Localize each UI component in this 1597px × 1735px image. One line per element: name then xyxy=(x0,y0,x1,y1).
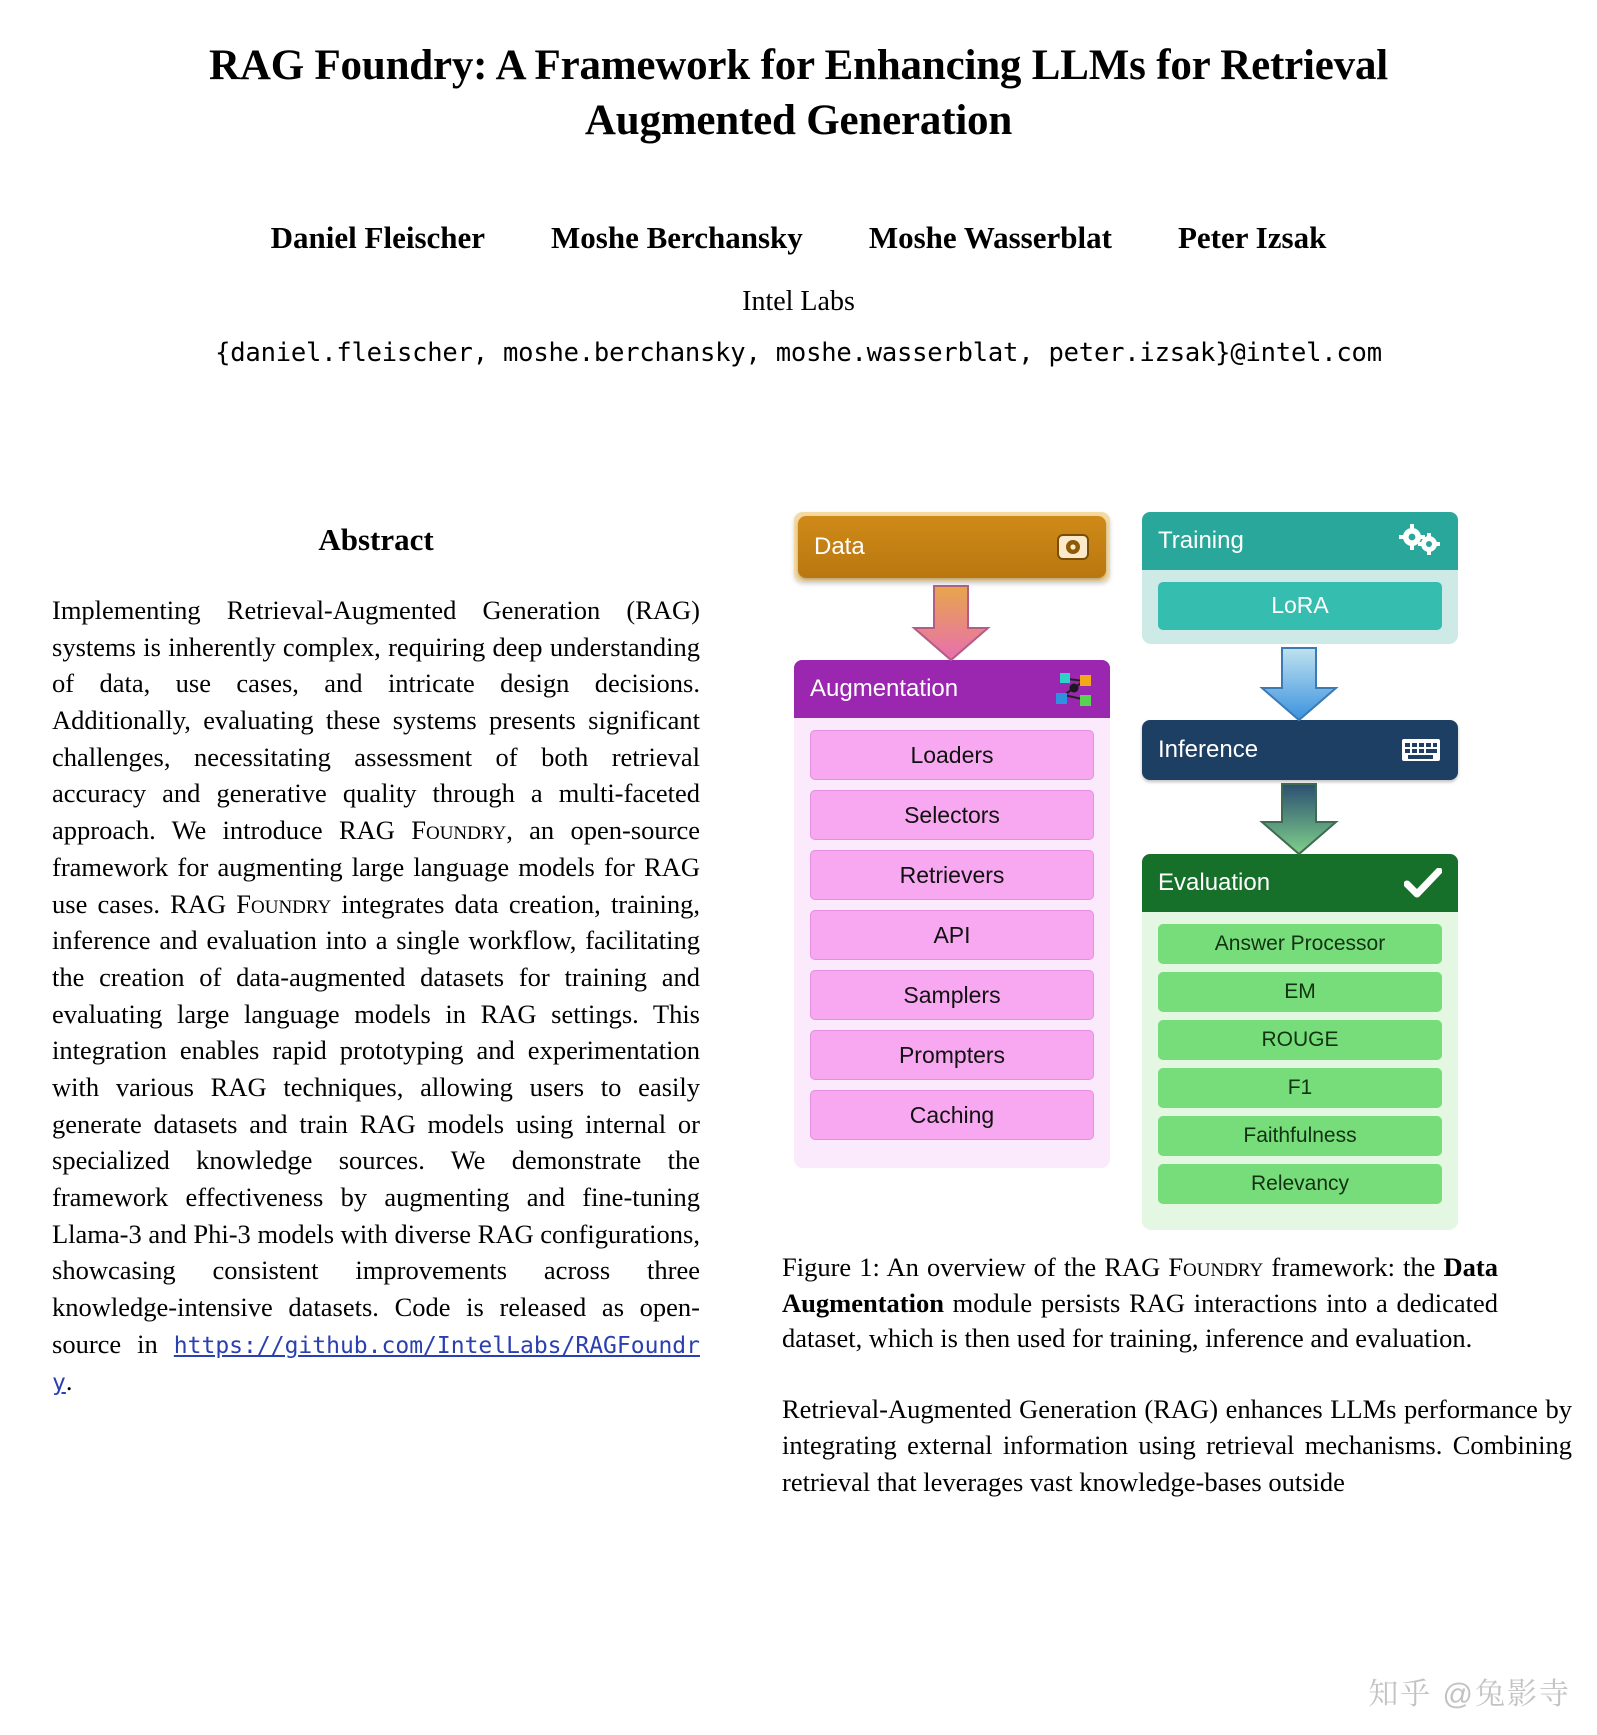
augmentation-item[interactable]: Selectors xyxy=(810,790,1094,840)
smallcaps-foundry: Foundry xyxy=(411,815,507,846)
database-icon xyxy=(1056,531,1090,563)
affiliation: Intel Labs xyxy=(742,286,855,318)
figure-1 xyxy=(782,512,1498,1357)
figure-caption-part-1: An overview of the RAG xyxy=(879,1252,1169,1282)
right-column xyxy=(782,508,1572,1501)
figure-diagram xyxy=(782,512,1498,1232)
abstract-heading: Abstract xyxy=(318,522,434,557)
augmentation-item[interactable]: Samplers xyxy=(810,970,1094,1020)
evaluation-block-header xyxy=(1142,854,1458,912)
data-block-label: Data xyxy=(814,533,865,560)
watermark: 知乎 @兔影寺 xyxy=(1368,1678,1571,1711)
page-title: RAG Foundry: A Framework for Enhancing LLMs for Retrieval Augmented Generation xyxy=(208,42,1389,145)
evaluation-item[interactable]: Faithfulness xyxy=(1158,1116,1442,1156)
repository-link[interactable]: https://github.com/IntelLabs/RAGFoundry xyxy=(52,1332,700,1396)
gears-icon xyxy=(1398,524,1442,558)
smallcaps-foundry: Foundry xyxy=(236,888,332,919)
inference-block-header xyxy=(1142,720,1458,780)
evaluation-item[interactable]: EM xyxy=(1158,972,1442,1012)
augmentation-item[interactable]: Caching xyxy=(810,1090,1094,1140)
training-block-header xyxy=(1142,512,1458,570)
data-block-header xyxy=(798,516,1106,578)
arrow-data-to-augmentation xyxy=(794,582,1110,660)
inference-block xyxy=(1142,720,1458,780)
evaluation-block xyxy=(1142,854,1458,1230)
figure-left-column xyxy=(794,512,1110,1168)
author-list xyxy=(0,220,1597,256)
abstract-end: . xyxy=(65,1365,73,1396)
author: Daniel Fleischer xyxy=(270,220,486,256)
augmentation-item[interactable]: Loaders xyxy=(810,730,1094,780)
figure-caption-label: Figure 1: xyxy=(782,1252,880,1282)
evaluation-item[interactable]: Answer Processor xyxy=(1158,924,1442,964)
evaluation-item[interactable]: ROUGE xyxy=(1158,1020,1442,1060)
augmentation-block-label: Augmentation xyxy=(810,675,959,702)
augmentation-item[interactable]: Retrievers xyxy=(810,850,1094,900)
author: Moshe Berchansky xyxy=(551,220,803,256)
smallcaps-foundry: Foundry xyxy=(1168,1252,1264,1282)
abstract-part-3: integrates data creation, training, inference and evaluation into a single workflow, facilitating the creation of data-augmented datasets for training and evaluating large language models in RAG settings. This integration enables rapid prototyping and experimentation with various RAG techniques, allowing users to easily generate datasets and train RAG models using internal or specialized knowledge sources. We demonstrate the framework effectiveness by augmenting and fine-tuning Llama-3 and Phi-3 models with diverse RAG configurations, showcasing consistent improvements across three knowledge-intensive datasets. Code is released as open-source in xyxy=(52,888,700,1359)
figure-caption-part-2: framework: the xyxy=(1263,1252,1444,1282)
author-emails: {daniel.fleischer, moshe.berchansky, moshe.wasserblat, peter.izsak}@intel.com xyxy=(215,338,1382,369)
figure-caption xyxy=(782,1250,1498,1357)
arrow-inference-to-evaluation xyxy=(1142,780,1458,854)
author: Moshe Wasserblat xyxy=(868,220,1112,256)
training-block xyxy=(1142,512,1458,644)
inference-block-label: Inference xyxy=(1158,736,1259,763)
evaluation-block-label: Evaluation xyxy=(1158,869,1271,896)
keyboard-icon xyxy=(1400,735,1442,765)
graph-nodes-icon xyxy=(1054,671,1094,707)
left-column xyxy=(52,508,700,1501)
training-item[interactable]: LoRA xyxy=(1158,582,1442,630)
data-block xyxy=(794,512,1110,582)
arrow-training-to-inference xyxy=(1142,644,1458,720)
augmentation-block-header xyxy=(794,660,1110,718)
abstract-part-1: Implementing Retrieval-Augmented Generation (RAG) systems is inherently complex, requiring deep understanding of data, use cases, and intricate design decisions. Additionally, evaluating these systems presents significant challenges, necessitating assessment of both retrieval accuracy and generative quality through a multi-faceted approach. We introduce RAG xyxy=(52,595,700,846)
body-columns xyxy=(0,508,1597,1501)
evaluation-item[interactable]: F1 xyxy=(1158,1068,1442,1108)
augmentation-block xyxy=(794,660,1110,1168)
training-items xyxy=(1142,570,1458,644)
abstract-part-2: , an open-source framework for augmenting large language models for RAG use cases. RAG xyxy=(52,815,701,919)
augmentation-item[interactable]: Prompters xyxy=(810,1030,1094,1080)
check-icon xyxy=(1404,868,1442,898)
evaluation-items xyxy=(1142,912,1458,1230)
training-block-label: Training xyxy=(1158,527,1244,554)
figure-right-column xyxy=(1142,512,1458,1230)
abstract-text xyxy=(52,592,700,1399)
figure-caption-part-3: module persists RAG interactions into a dedicated dataset, which is then used for training, inference and evaluation. xyxy=(782,1287,1498,1353)
augmentation-item[interactable]: API xyxy=(810,910,1094,960)
author: Peter Izsak xyxy=(1177,220,1327,256)
paper-page xyxy=(0,38,1597,1735)
body-paragraph: Retrieval-Augmented Generation (RAG) enhances LLMs performance by integrating external information using retrieval mechanisms. Combining retrieval that leverages vast knowledge-bases outside xyxy=(782,1393,1572,1497)
evaluation-item[interactable]: Relevancy xyxy=(1158,1164,1442,1204)
augmentation-items xyxy=(794,718,1110,1168)
figure-caption-bold: Data Augmentation xyxy=(782,1252,1498,1318)
